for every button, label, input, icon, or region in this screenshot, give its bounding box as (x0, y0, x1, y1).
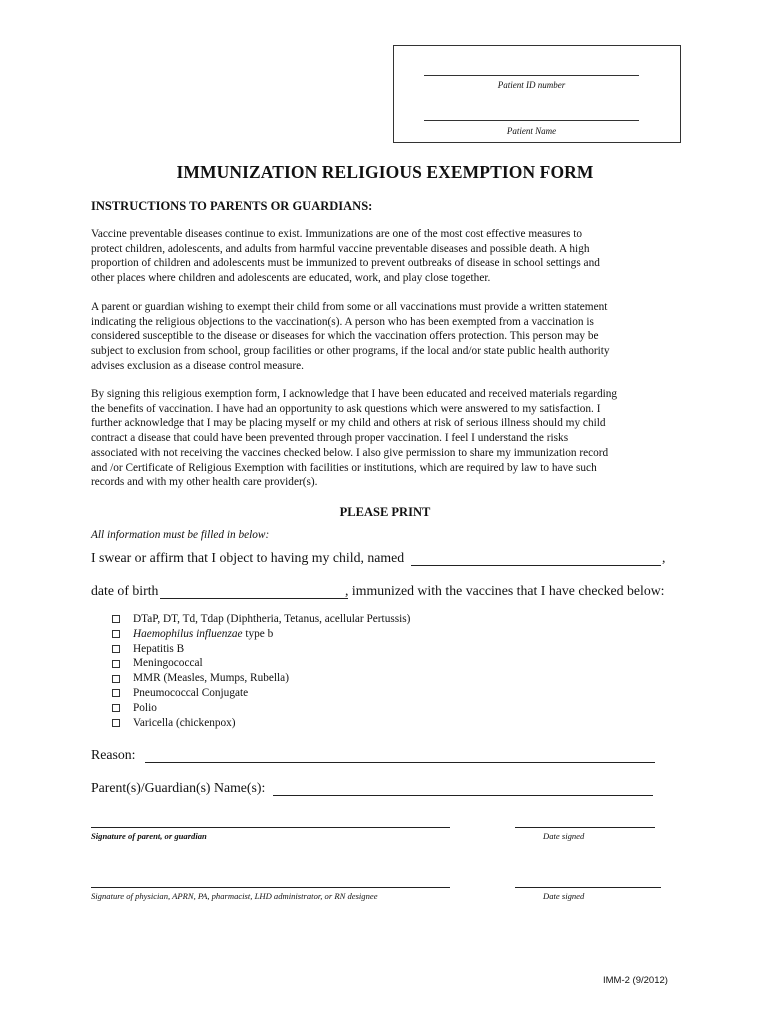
text-line: associated with not receiving the vaccines checked below. I also give permission to share my immunization record (91, 446, 609, 459)
text-line: protect children, adolescents, and adults from harmful vaccine preventable diseases and possible death. A high (91, 242, 590, 255)
vaccine-item-pneumococcal[interactable] (112, 686, 410, 701)
text-line: considered susceptible to the disease or diseases for which the vaccination offers protection. This person may be (91, 330, 599, 343)
all-info-note: All information must be filled in below: (91, 529, 270, 541)
text-line: subject to exclusion from school, group facilities or other programs, if the local and/or state public health authority (91, 345, 610, 358)
vaccine-label: DTaP, DT, Td, Tdap (Diphtheria, Tetanus, acellular Pertussis) (133, 613, 411, 625)
vaccine-item-mmr[interactable] (112, 671, 410, 686)
checkbox[interactable] (112, 719, 120, 727)
parent-signature-label: Signature of parent, or guardian (91, 831, 207, 841)
reason-label: Reason: (91, 747, 136, 762)
vaccine-label: Meningococcal (133, 657, 203, 670)
text-line: By signing this religious exemption form, I acknowledge that I have been educated and received materials regarding (91, 388, 618, 400)
guardian-name-field[interactable] (273, 795, 653, 796)
text-line: advises exclusion as a disease control measure. (91, 359, 305, 372)
dob-suffix: , immunized with the vaccines that I have checked below: (345, 583, 665, 598)
vaccine-label: Pneumococcal Conjugate (133, 686, 249, 699)
instructions-heading: INSTRUCTIONS TO PARENTS OR GUARDIANS: (91, 199, 373, 213)
text-line: Vaccine preventable diseases continue to exist. Immunizations are one of the most cost effective measures to (91, 228, 583, 240)
reason-field[interactable] (145, 762, 655, 763)
text-line: other places where children and adolescents are educated, work, and play close together. (91, 272, 491, 285)
patient-name-line[interactable] (424, 120, 639, 121)
vaccine-label: Polio (133, 701, 157, 714)
instructions-paragraph-1 (91, 227, 691, 286)
physician-date-label: Date signed (543, 891, 585, 901)
text-line: A parent or guardian wishing to exempt their child from some or all vaccinations must provide a written statement (91, 301, 608, 313)
vaccine-item-dtap[interactable] (112, 612, 410, 627)
checkbox[interactable] (112, 615, 120, 623)
checkbox[interactable] (112, 704, 120, 712)
vaccine-item-varicella[interactable] (112, 716, 410, 731)
text-line: and /or Certificate of Religious Exemption with facilities or institutions, which are required by law to have such (91, 461, 597, 474)
vaccine-item-hepatitis-b[interactable] (112, 642, 410, 657)
vaccine-label: MMR (Measles, Mumps, Rubella) (133, 672, 289, 685)
text-line: the benefits of vaccination. I have had an opportunity to ask questions which were answered to my satisfaction. I (91, 402, 601, 415)
checkbox[interactable] (112, 645, 120, 653)
child-name-field[interactable] (411, 565, 661, 566)
vaccine-label: Hepatitis B (133, 642, 185, 655)
instructions-paragraph-2 (91, 300, 691, 374)
patient-name-label: Patient Name (506, 126, 557, 136)
guardian-name-label: Parent(s)/Guardian(s) Name(s): (91, 780, 266, 795)
vaccine-item-polio[interactable] (112, 701, 410, 716)
instructions-paragraph-3 (91, 387, 691, 490)
checkbox[interactable] (112, 630, 120, 638)
vaccine-label: Varicella (chickenpox) (133, 716, 236, 729)
date-of-birth-field[interactable] (160, 598, 348, 599)
text-line: further acknowledge that I may be placing myself or my child and others at risk of serious illness should my child (91, 417, 606, 430)
checkbox[interactable] (112, 660, 120, 668)
comma: , (662, 550, 666, 565)
please-print-heading: PLEASE PRINT (339, 505, 431, 519)
parent-date-line[interactable] (515, 827, 655, 828)
parent-date-label: Date signed (543, 831, 585, 841)
vaccine-item-hib[interactable] (112, 627, 410, 642)
patient-id-line[interactable] (424, 75, 639, 76)
dob-label: date of birth (91, 583, 159, 598)
form-code: IMM-2 (9/2012) (603, 975, 668, 986)
text-line: proportion of children and adolescents must be immunized to prevent outbreaks of disease in school settings and (91, 257, 600, 270)
vaccine-label-italic: Haemophilus influenzae (133, 627, 243, 640)
text-line: records and with my other health care provider(s). (91, 476, 318, 489)
text-line: contract a disease that could have been prevented through proper vaccination. I feel I understand the risks (91, 432, 569, 445)
checkbox[interactable] (112, 675, 120, 683)
swear-text: I swear or affirm that I object to having my child, named (91, 550, 405, 565)
patient-id-label: Patient ID number (497, 80, 566, 90)
vaccine-checklist (112, 612, 410, 730)
vaccine-label-rest: type b (242, 627, 274, 640)
physician-date-line[interactable] (515, 887, 661, 888)
patient-info-box (393, 45, 681, 143)
physician-signature-line[interactable] (91, 887, 450, 888)
form-title: IMMUNIZATION RELIGIOUS EXEMPTION FORM (176, 162, 594, 182)
parent-signature-line[interactable] (91, 827, 450, 828)
vaccine-item-meningococcal[interactable] (112, 656, 410, 671)
text-line: indicating the religious objections to the vaccination(s). A person who has been exempted from a vaccination is (91, 315, 594, 328)
checkbox[interactable] (112, 689, 120, 697)
physician-signature-label: Signature of physician, APRN, PA, pharmacist, LHD administrator, or RN designee (91, 891, 378, 901)
